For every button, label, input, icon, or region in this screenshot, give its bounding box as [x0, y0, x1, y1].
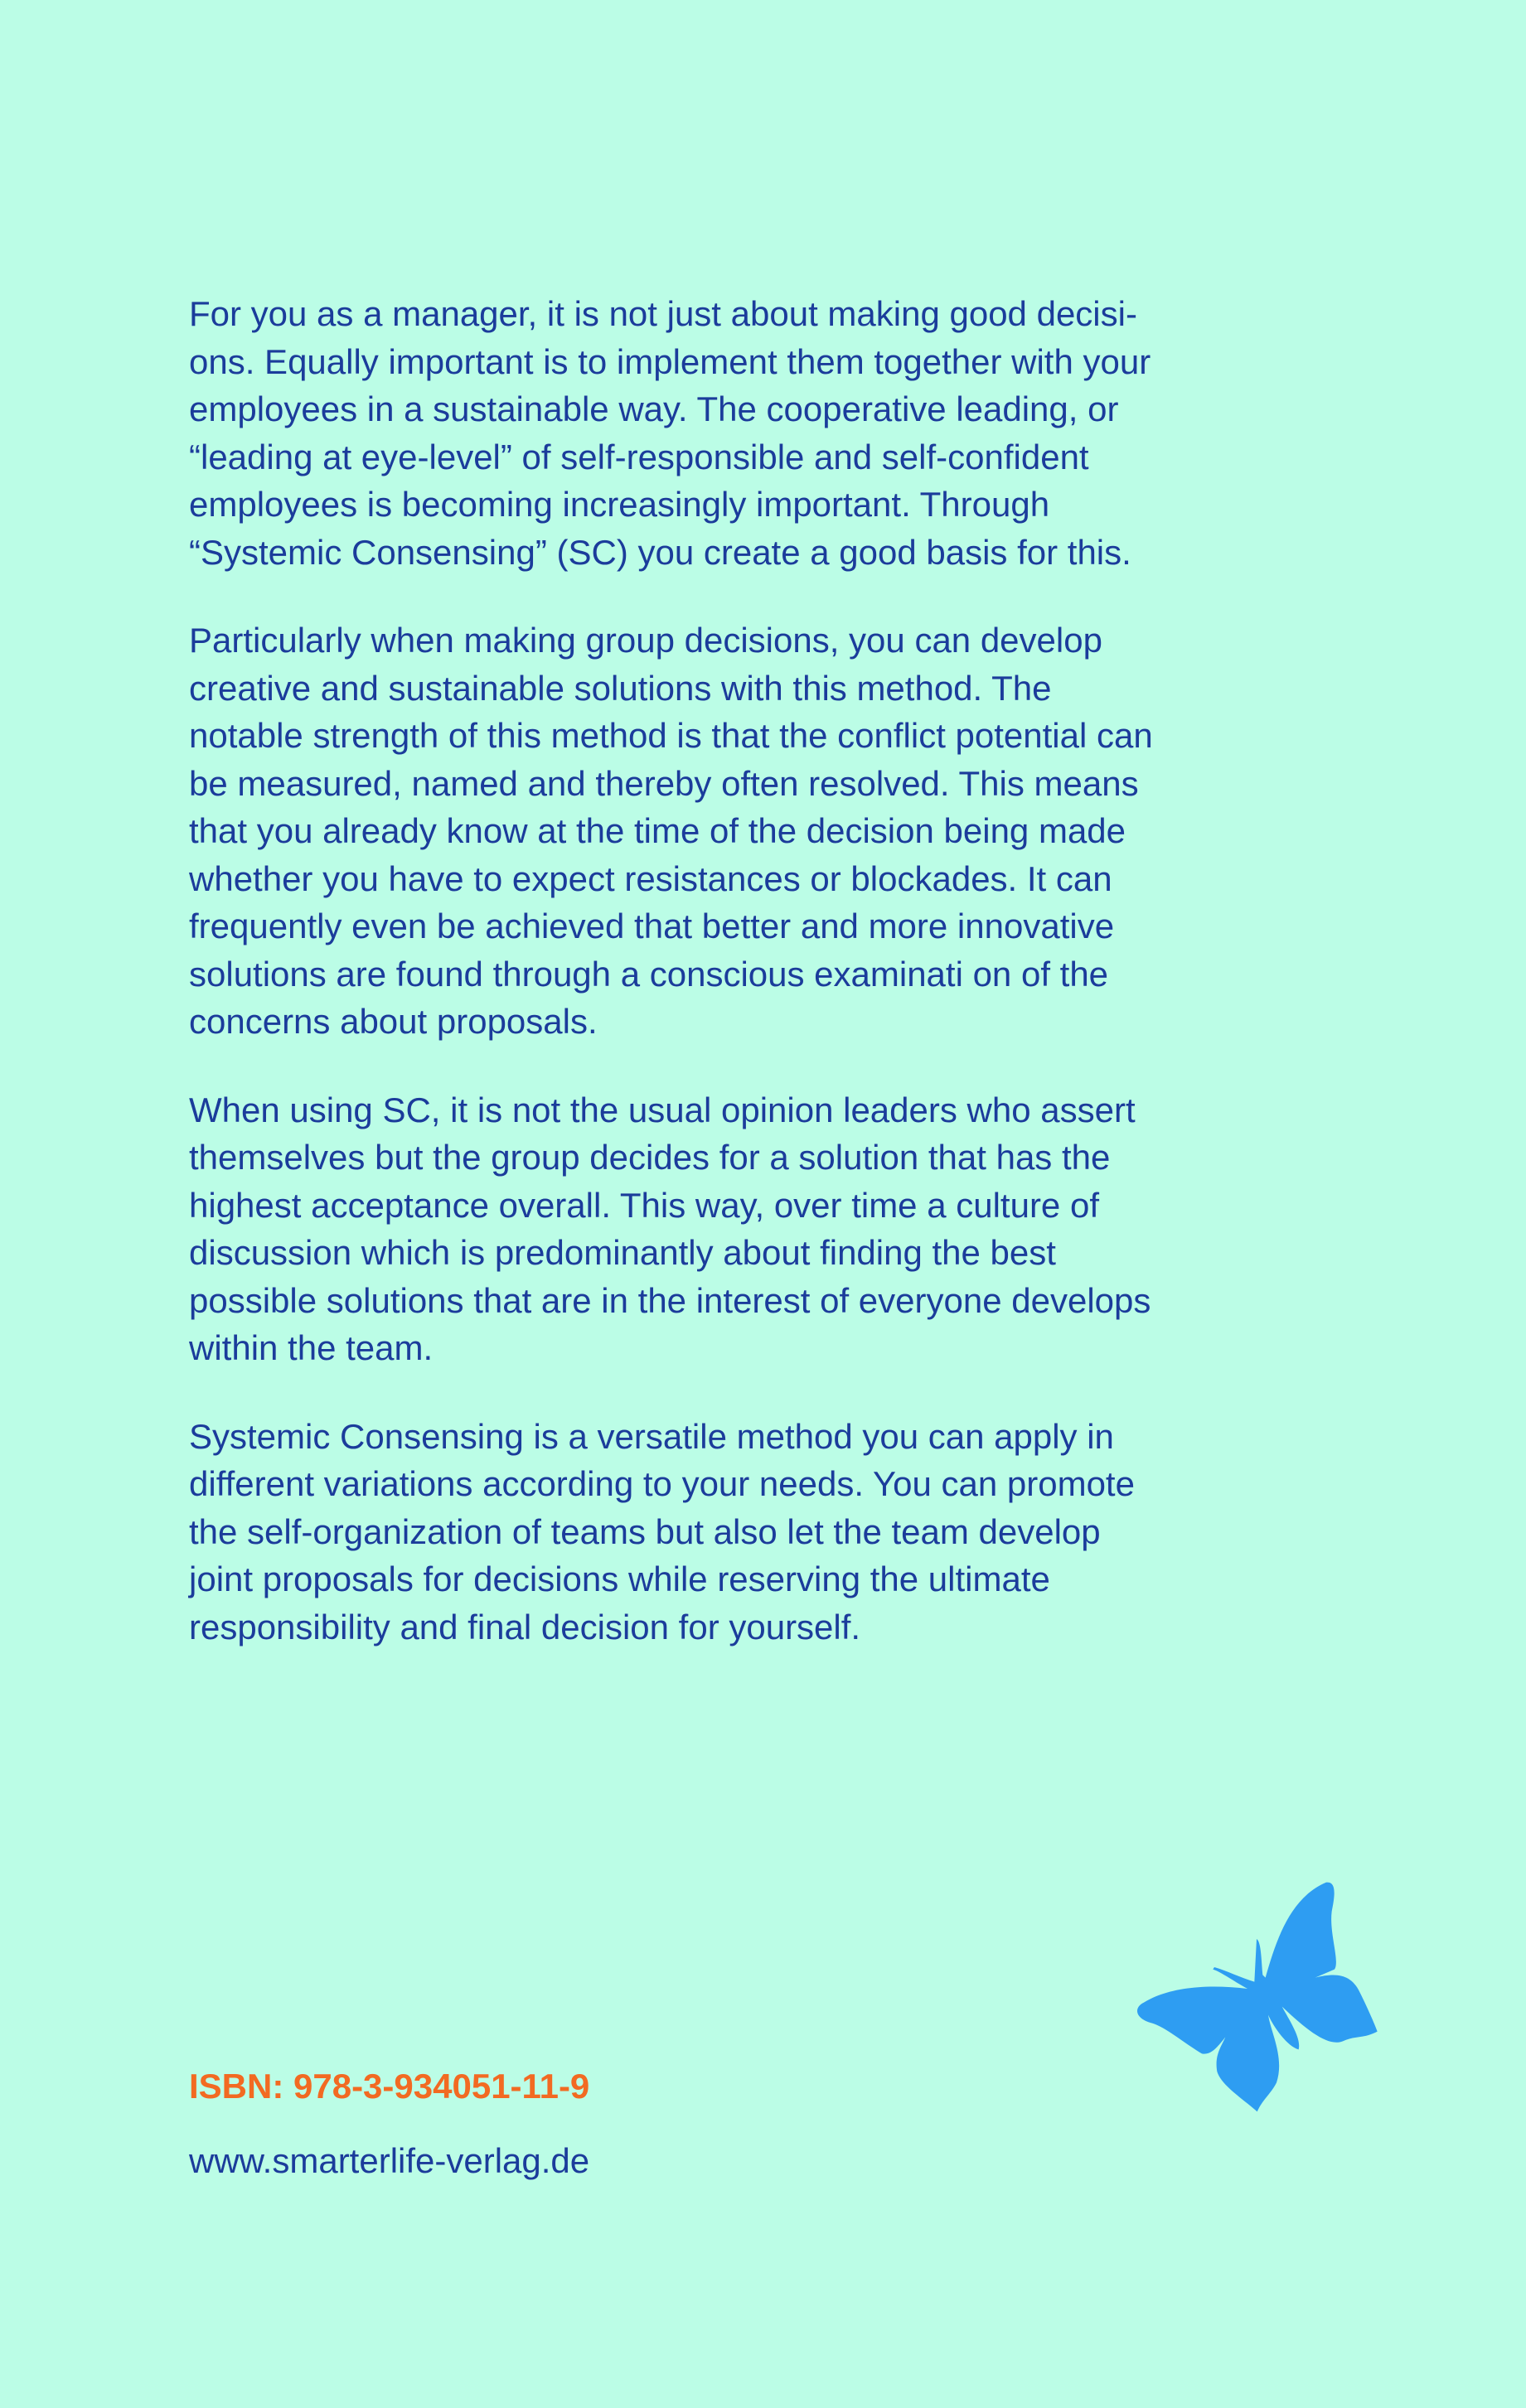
back-cover-text — [189, 290, 1383, 1691]
text-line: joint proposals for decisions while reserving the ultimate — [189, 1559, 1050, 1598]
text-line: the self-organization of teams but also let the team develop — [189, 1511, 1101, 1551]
text-line: When using SC, it is not the usual opinion leaders who assert — [189, 1090, 1136, 1129]
publisher-website: www.smarterlife-verlag.de — [189, 2141, 590, 2180]
text-line: employees in a sustainable way. The cooperative leading, or — [189, 389, 1119, 428]
paragraph — [189, 1413, 1383, 1651]
text-line: For you as a manager, it is not just about making good decisi- — [189, 294, 1137, 333]
paragraph — [189, 1086, 1383, 1372]
text-line: solutions are found through a conscious examinati on of the — [189, 954, 1109, 994]
butterfly-icon — [1111, 1856, 1401, 2138]
paragraph — [189, 290, 1383, 576]
text-line: creative and sustainable solutions with this method. The — [189, 668, 1052, 708]
text-line: different variations according to your needs. You can promote — [189, 1464, 1135, 1503]
text-line: “Systemic Consensing” (SC) you create a good basis for this. — [189, 532, 1131, 572]
text-line: “leading at eye-level” of self-responsible and self-confident — [189, 437, 1089, 476]
text-line: highest acceptance overall. This way, over time a culture of — [189, 1185, 1099, 1225]
text-line: discussion which is predominantly about finding the best — [189, 1233, 1056, 1272]
text-line: possible solutions that are in the interest of everyone develops — [189, 1280, 1151, 1320]
text-line: frequently even be achieved that better and more innovative — [189, 907, 1115, 945]
text-line: responsibility and final decision for yourself. — [189, 1607, 861, 1646]
text-line: Particularly when making group decisions, you can develop — [189, 621, 1102, 660]
text-line: Systemic Consensing is a versatile method you can apply in — [189, 1416, 1114, 1456]
text-line: within the team. — [189, 1328, 434, 1367]
text-line: be measured, named and thereby often resolved. This means — [189, 763, 1139, 803]
text-line: themselves but the group decides for a solution that has the — [189, 1138, 1111, 1177]
text-line: employees is becoming increasingly important. Through — [189, 485, 1050, 524]
text-line: ons. Equally important is to implement them together with your — [189, 341, 1151, 381]
text-line: notable strength of this method is that the conflict potential can — [189, 716, 1153, 755]
text-line: whether you have to expect resistances or blockades. It can — [189, 858, 1112, 898]
text-line: concerns about proposals. — [189, 1002, 598, 1041]
isbn: ISBN: 978-3-934051-11-9 — [189, 2067, 590, 2106]
text-line: that you already know at the time of the decision being made — [189, 811, 1126, 850]
paragraph — [189, 617, 1383, 1046]
